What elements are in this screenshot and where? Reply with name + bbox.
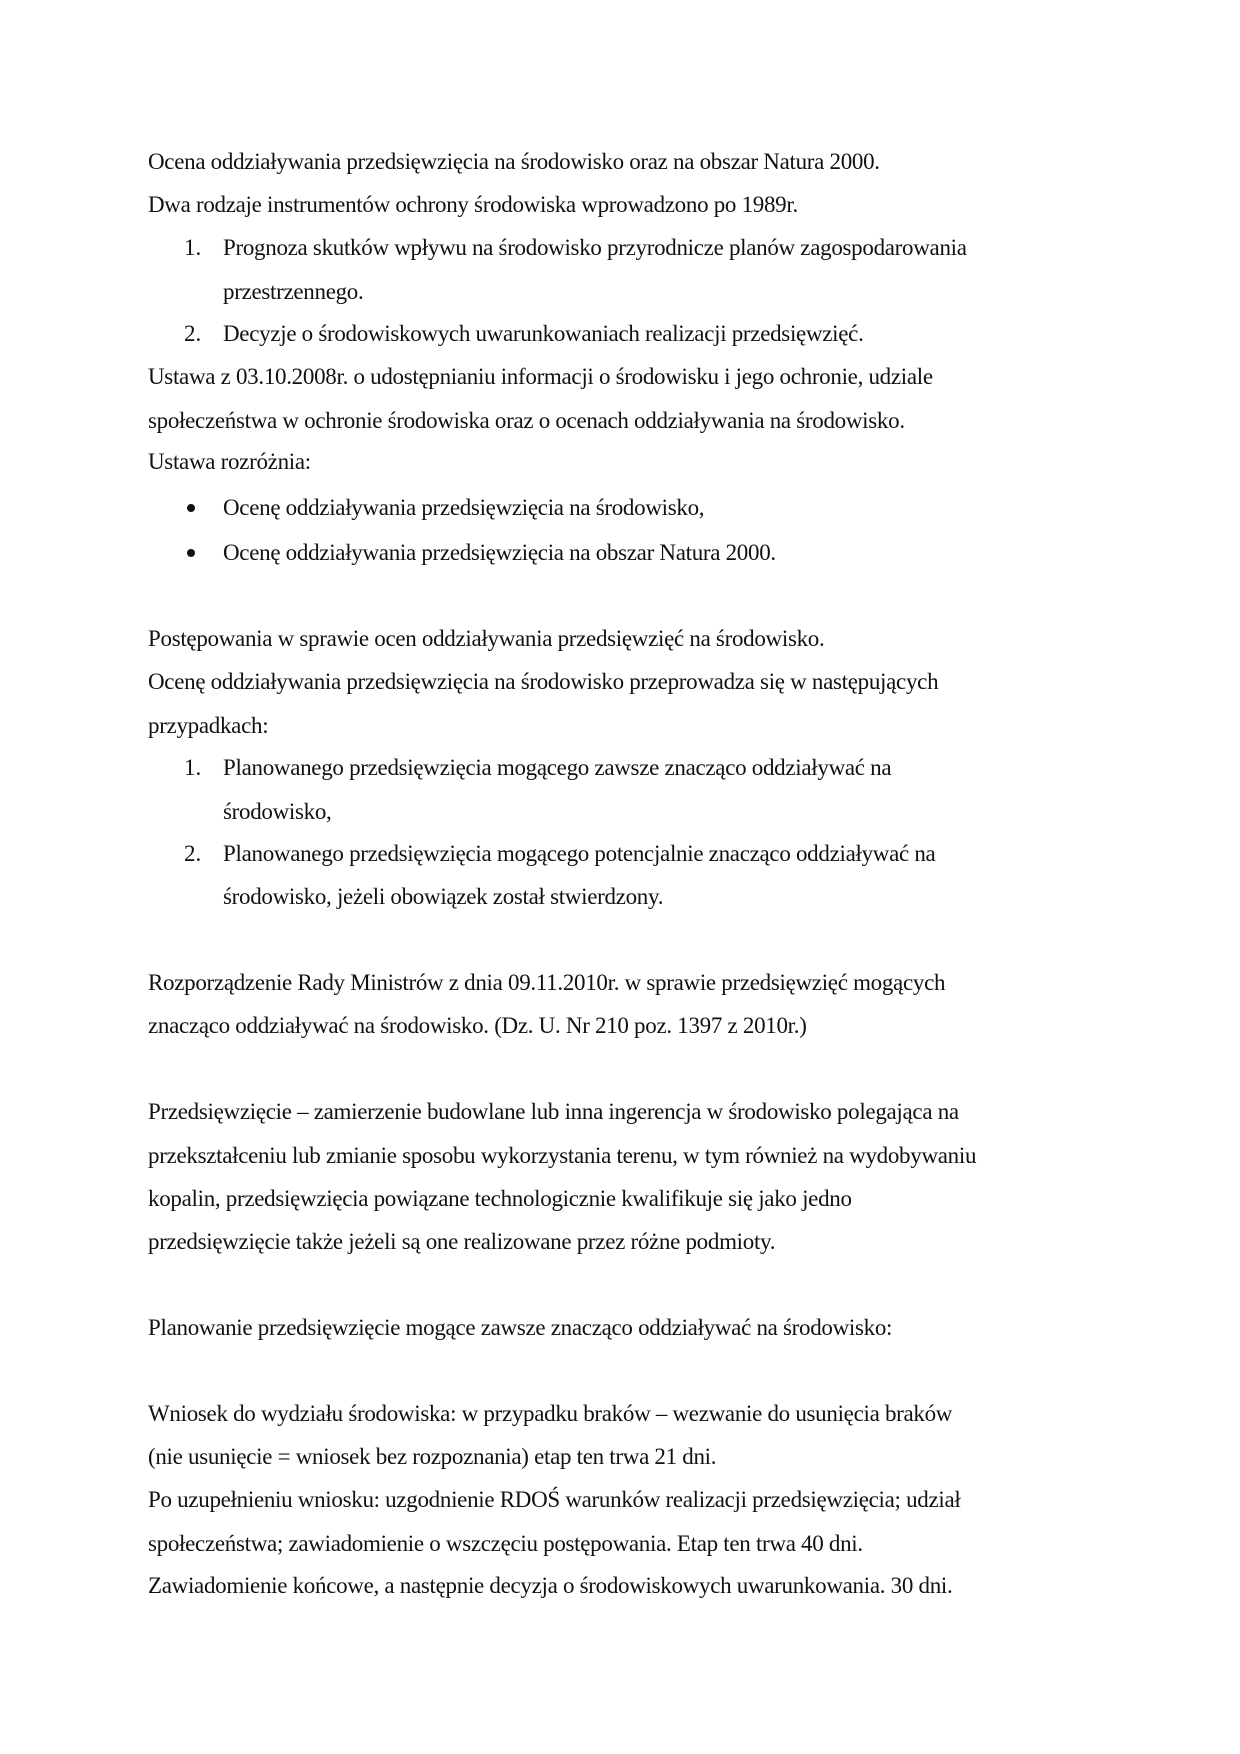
procedure-text: społeczeństwa; zawiadomienie o wszczęciu postępowania. Etap ten trwa 40 dni. [148,1531,863,1556]
procedure-text: Po uzupełnieniu wniosku: uzgodnienie RDOŚ warunków realizacji przedsięwzięcia; udział [148,1487,961,1512]
procedure-text: (nie usunięcie = wniosek bez rozpoznania) etap ten trwa 21 dni. [148,1444,717,1469]
list-item: Planowanego przedsięwzięcia mogącego potencjalnie znacząco oddziaływać na [223,841,936,866]
regulation-text: znacząco oddziaływać na środowisko. (Dz. U. Nr 210 poz. 1397 z 2010r.) [148,1013,807,1038]
bullet-item: Ocenę oddziaływania przedsięwzięcia na obszar Natura 2000. [223,540,776,565]
distinguishes-label: Ustawa rozróżnia: [148,449,311,474]
bullet-item: Ocenę oddziaływania przedsięwzięcia na środowisko, [223,495,705,520]
list-marker: 2. [184,841,202,866]
section2-intro: Ocenę oddziaływania przedsięwzięcia na środowisko przeprowadza się w następujących [148,669,939,694]
list-item: Prognoza skutków wpływu na środowisko przyrodnicze planów zagospodarowania [223,235,967,260]
list-item: Planowanego przedsięwzięcia mogącego zawsze znacząco oddziaływać na [223,755,892,780]
law-text: Ustawa z 03.10.2008r. o udostępnianiu informacji o środowisku i jego ochronie, udziale [148,364,933,389]
definition-text: kopalin, przedsięwzięcia powiązane technologicznie kwalifikuje się jako jedno [148,1186,852,1211]
list-item: Decyzje o środowiskowych uwarunkowaniach realizacji przedsięwzięć. [223,321,864,346]
list-item: przestrzennego. [223,279,364,304]
list-item: środowisko, [223,799,332,824]
list-marker: 2. [184,321,202,346]
list-marker: 1. [184,755,202,780]
section2-title: Postępowania w sprawie ocen oddziaływania przedsięwzięć na środowisko. [148,626,825,651]
section1-intro: Dwa rodzaje instrumentów ochrony środowiska wprowadzono po 1989r. [148,192,798,217]
definition-text: przekształceniu lub zmianie sposobu wykorzystania terenu, w tym również na wydobywaniu [148,1143,977,1168]
planned-text: Planowanie przedsięwzięcie mogące zawsze znacząco oddziaływać na środowisko: [148,1315,893,1340]
regulation-text: Rozporządzenie Rady Ministrów z dnia 09.11.2010r. w sprawie przedsięwzięć mogących [148,970,946,995]
definition-text: Przedsięwzięcie – zamierzenie budowlane lub inna ingerencja w środowisko polegająca na [148,1099,959,1124]
procedure-text: Wniosek do wydziału środowiska: w przypadku braków – wezwanie do usunięcia braków [148,1401,953,1426]
list-marker: 1. [184,235,202,260]
definition-text: przedsięwzięcie także jeżeli są one realizowane przez różne podmioty. [148,1229,776,1254]
list-item: środowisko, jeżeli obowiązek został stwierdzony. [223,884,664,909]
section2-intro: przypadkach: [148,713,269,738]
section1-title: Ocena oddziaływania przedsięwzięcia na środowisko oraz na obszar Natura 2000. [148,149,880,174]
bullet-icon [187,504,195,512]
bullet-icon [187,549,195,557]
procedure-text: Zawiadomienie końcowe, a następnie decyzja o środowiskowych uwarunkowania. 30 dni. [148,1573,953,1598]
law-text: społeczeństwa w ochronie środowiska oraz o ocenach oddziaływania na środowisko. [148,408,905,433]
